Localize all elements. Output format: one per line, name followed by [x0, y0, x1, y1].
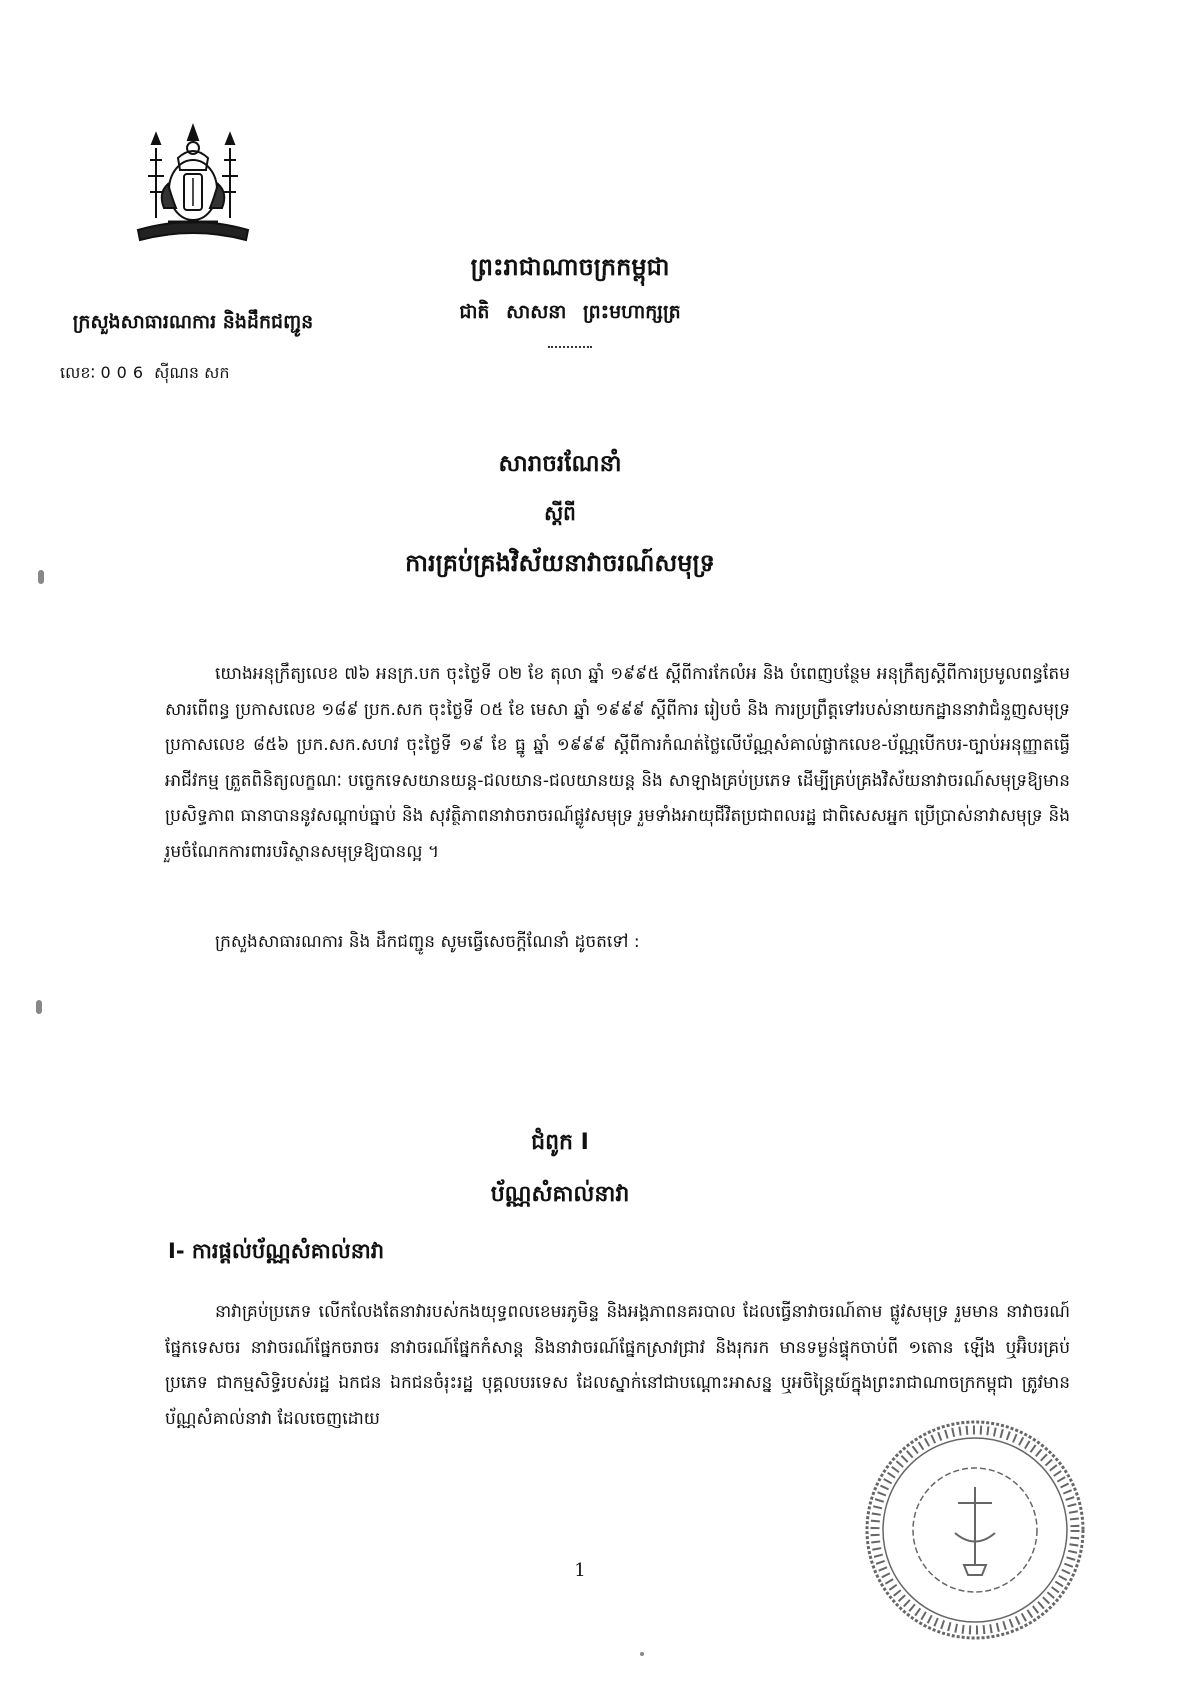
scan-speck	[640, 1652, 644, 1656]
chapter-label: ជំពូក I	[531, 1130, 589, 1155]
scan-speck	[36, 1000, 42, 1014]
ref-suffix: ស៊ីណន សក	[154, 363, 230, 382]
section-paragraph: នាវាគ្រប់ប្រភេទ លើកលែងតែនាវារបស់កងយុទ្ធពលខេមរភូមិន្ទ និងអង្គភាពនគរបាល ដែលធ្វើនាវាចរណ៍តាម ផ្លូវសមុទ្រ រួមមាន នាវាចរណ៍ផ្នែកទេសចរ នាវាចរណ៍ផ្នែកចរាចរ នាវាចរណ៍ផ្នែកកំសាន្ត និងនាវាចរណ៍ផ្នែកស្រាវជ្រាវ និងរុករក មានទម្ងន់ផ្ទុកចាប់ពី ១តោន ឡើង ឬអ៊ិបរគ្រប់ប្រភេទ ជាកម្មសិទ្ធិរបស់រដ្ឋ ឯកជន ឯកជនចំរុះរដ្ឋ បុគ្គលបរទេស ដែលស្នាក់នៅជាបណ្ដោះអាសន្ន ឬអចិន្ត្រៃយ៍ក្នុងព្រះរាជាណាចក្រកម្ពុជា ត្រូវមានប័ណ្ណសំគាល់នាវា ដែលចេញដោយ	[165, 1302, 1070, 1429]
section-heading: I- ការផ្ដល់ប័ណ្ណសំគាល់នាវា	[168, 1239, 385, 1263]
motto-divider	[548, 346, 592, 348]
document-subject-title: ការគ្រប់គ្រងវិស័យនាវាចរណ៍សមុទ្រ	[405, 549, 715, 577]
reference-number	[60, 362, 360, 386]
ref-number: 006	[100, 363, 149, 382]
national-motto: ជាតិ សាសនា ព្រះមហាក្សត្រ	[459, 301, 681, 323]
scan-speck	[38, 570, 44, 584]
ref-prefix: លេខៈ	[60, 363, 96, 382]
official-stamp-seal-icon	[860, 1415, 1090, 1645]
kingdom-title: ព្រះរាជាណាចក្រកម្ពុជា	[470, 253, 670, 281]
preamble-paragraph: យោងអនុក្រឹត្យលេខ ៧៦ អនក្រ.បក ចុះថ្ងៃទី ០២ ខែ តុលា ឆ្នាំ ១៩៩៥ ស្ដីពីការកែលំអ និង បំពេញបន្ថែម អនុក្រឹត្យស្ដីពីការប្រមូលពន្ធតែមសារពើពន្ធ ប្រកាសលេខ ១៨៩ ប្រក.សក ចុះថ្ងៃទី ០៥ ខែ មេសា ឆ្នាំ ១៩៩៩ ស្ដីពីការ រៀបចំ និង ការប្រព្រឹត្តទៅរបស់នាយកដ្ឋាននាវាជំនួញសមុទ្រ ប្រកាសលេខ ៨៥៦ ប្រក.សក.សហវ ចុះថ្ងៃទី ១៩ ខែ ធ្នូ ឆ្នាំ ១៩៩៩ ស្ដីពីការកំណត់ថ្លៃលើប័ណ្ណសំគាល់ផ្លាកលេខ-ប័ណ្ណបើកបរ-ច្បាប់អនុញ្ញាតធ្វើអាជីវកម្ម ត្រួតពិនិត្យលក្ខណៈ បច្ចេកទេសយានយន្ត-ជលយាន-ជលយានយន្ត និង សាឡាងគ្រប់ប្រភេទ ដើម្បីគ្រប់គ្រងវិស័យនាវាចរណ៍សមុទ្រឱ្យមាន ប្រសិទ្ធភាព ធានាបាននូវសណ្ដាប់ធ្នាប់ និង សុវត្ថិភាពនាវាចរាចរណ៍ផ្លូវសមុទ្រ រួមទាំងអាយុជីវិតប្រជាពលរដ្ឋ ជាពិសេសអ្នក ប្រើប្រាស់នាវាសមុទ្រ និង រួមចំណែកការពារបរិស្ថានសមុទ្រឱ្យបានល្អ ។	[165, 664, 1070, 862]
ministry-name: ក្រសួងសាធារណការ និងដឹកជញ្ជូន	[72, 311, 314, 333]
chapter-title: ប័ណ្ណសំគាល់នាវា	[490, 1182, 630, 1207]
document-type-title: សារាចរណែនាំ	[498, 451, 622, 477]
royal-coat-of-arms-icon	[128, 118, 258, 248]
page-number: 1	[574, 1560, 586, 1581]
instruction-paragraph: ក្រសួងសាធារណការ និង ដឹកជញ្ជូន សូមធ្វើសេចក្ដីណែនាំ ដូចតទៅ :	[215, 932, 640, 952]
title-connector: ស្ដីពី	[544, 501, 576, 525]
